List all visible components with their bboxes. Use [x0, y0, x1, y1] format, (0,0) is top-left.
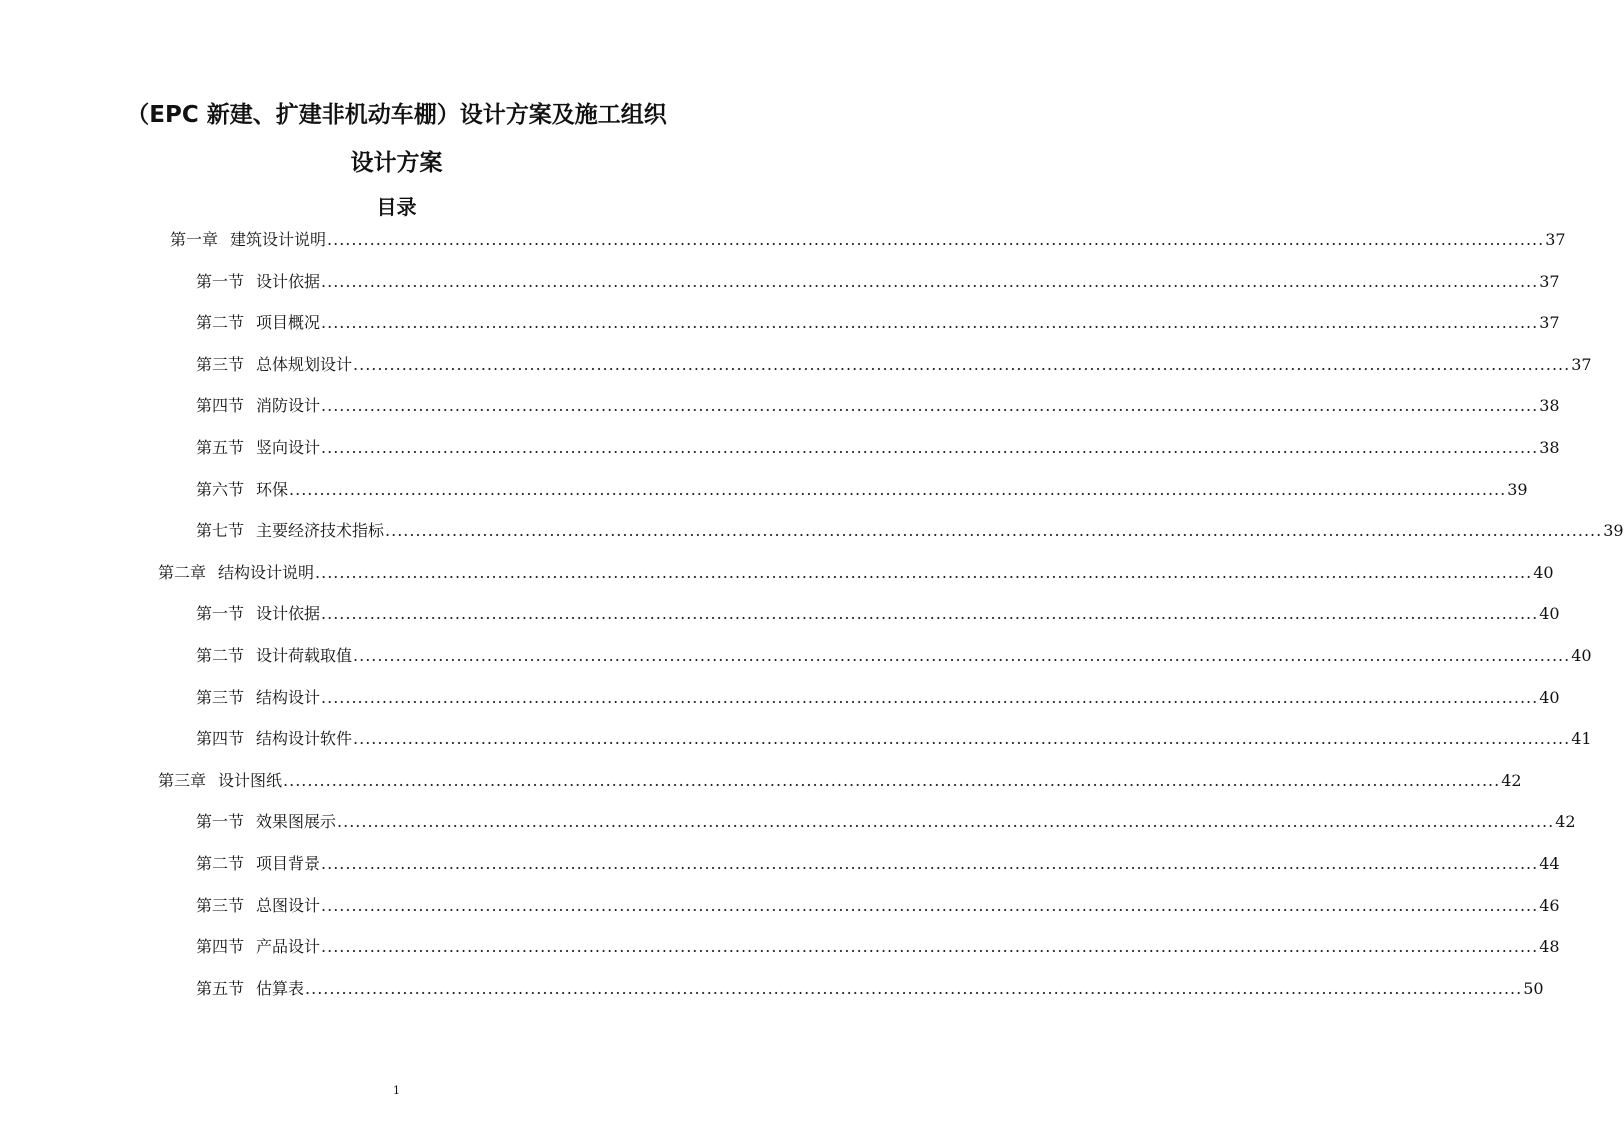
toc-entry-number: 第二节: [196, 854, 245, 873]
toc-entry-page: 40: [1539, 687, 1560, 707]
toc-dot-leader: ........................................................................................................................................................................................................: [321, 438, 1539, 457]
toc-section-entry[interactable]: [196, 976, 1544, 1006]
toc-section-entry[interactable]: [196, 518, 1624, 548]
toc-entry-page: 46: [1539, 895, 1560, 915]
toc-entry-page: 40: [1533, 562, 1554, 582]
toc-section-entry[interactable]: [196, 352, 1592, 382]
toc-section-entry[interactable]: [196, 934, 1560, 964]
toc-entry-title: 消防设计: [256, 396, 321, 416]
toc-entry-page: 48: [1539, 937, 1560, 957]
toc-entry-title: 项目概况: [256, 313, 321, 333]
toc-dot-leader: ........................................................................................................................................................................................................: [353, 646, 1571, 665]
toc-entry-title: 估算表: [256, 978, 305, 998]
toc-entry-number: 第一节: [196, 271, 245, 291]
toc-dot-leader: ........................................................................................................................................................................................................: [337, 812, 1555, 832]
toc-chapter-entry[interactable]: [170, 227, 1566, 257]
toc-dot-leader: ........................................................................................................................................................................................................: [289, 479, 1507, 499]
toc-entry-page: 38: [1539, 438, 1560, 457]
toc-dot-leader: ........................................................................................................................................................................................................: [353, 354, 1571, 374]
toc-entry-number: 第三节: [196, 354, 245, 374]
toc-dot-leader: ........................................................................................................................................................................................................: [321, 313, 1539, 333]
toc-entry-number: 第四节: [196, 937, 245, 957]
toc-dot-leader: ........................................................................................................................................................................................................: [305, 978, 1523, 998]
toc-entry-number: 第二节: [196, 313, 245, 333]
toc-entry-title: 效果图展示: [256, 812, 337, 832]
toc-section-entry[interactable]: [196, 477, 1528, 507]
toc-section-entry[interactable]: [196, 893, 1560, 923]
toc-entry-number: 第一节: [196, 812, 245, 832]
toc-entry-page: 41: [1571, 729, 1592, 749]
toc-entry-page: 37: [1539, 271, 1560, 291]
toc-entry-number: 第一节: [196, 604, 245, 624]
toc-entry-title: 设计图纸: [218, 770, 283, 790]
toc-dot-leader: ........................................................................................................................................................................................................: [327, 230, 1545, 249]
toc-dot-leader: ........................................................................................................................................................................................................: [385, 521, 1603, 541]
toc-section-entry[interactable]: [196, 726, 1592, 756]
document-title: （EPC 新建、扩建非机动车棚）设计方案及施工组织: [126, 102, 667, 128]
toc-entry-page: 39: [1507, 479, 1528, 499]
toc-dot-leader: ........................................................................................................................................................................................................: [283, 770, 1501, 790]
toc-entry-title: 结构设计: [256, 687, 321, 707]
toc-entry-title: 项目背景: [256, 854, 321, 873]
toc-entry-number: 第三节: [196, 687, 245, 707]
toc-chapter-entry[interactable]: [158, 560, 1554, 590]
toc-section-entry[interactable]: [196, 269, 1560, 299]
toc-heading: 目录: [376, 195, 417, 219]
toc-entry-page: 37: [1539, 313, 1560, 333]
toc-entry-title: 设计荷载取值: [256, 646, 353, 665]
toc-entry-title: 设计依据: [256, 604, 321, 624]
toc-dot-leader: ........................................................................................................................................................................................................: [321, 396, 1539, 416]
toc-dot-leader: ........................................................................................................................................................................................................: [321, 604, 1539, 624]
page-number: 1: [393, 1084, 400, 1097]
toc-section-entry[interactable]: [196, 393, 1560, 423]
toc-entry-title: 总体规划设计: [256, 354, 353, 374]
toc-entry-number: 第三节: [196, 895, 245, 915]
toc-section-entry[interactable]: [196, 310, 1560, 340]
toc-dot-leader: ........................................................................................................................................................................................................: [321, 895, 1539, 915]
toc-section-entry[interactable]: [196, 601, 1560, 631]
toc-entry-number: 第三章: [158, 770, 207, 790]
toc-dot-leader: ........................................................................................................................................................................................................: [315, 562, 1533, 582]
toc-entry-page: 37: [1571, 354, 1592, 374]
toc-entry-number: 第一章: [170, 230, 219, 249]
toc-entry-number: 第二节: [196, 646, 245, 665]
toc-entry-title: 设计依据: [256, 271, 321, 291]
toc-entry-page: 40: [1539, 604, 1560, 624]
toc-section-entry[interactable]: [196, 685, 1560, 715]
toc-entry-number: 第四节: [196, 729, 245, 749]
toc-entry-page: 42: [1501, 770, 1522, 790]
toc-dot-leader: ........................................................................................................................................................................................................: [353, 729, 1571, 749]
toc-entry-number: 第五节: [196, 978, 245, 998]
toc-dot-leader: ........................................................................................................................................................................................................: [321, 687, 1539, 707]
toc-entry-number: 第四节: [196, 396, 245, 416]
document-subtitle: 设计方案: [350, 150, 443, 176]
toc-dot-leader: ........................................................................................................................................................................................................: [321, 854, 1539, 873]
toc-entry-page: 39: [1603, 521, 1624, 541]
toc-entry-title: 建筑设计说明: [230, 230, 327, 249]
toc-entry-number: 第七节: [196, 521, 245, 541]
toc-entry-page: 38: [1539, 396, 1560, 416]
toc-entry-number: 第五节: [196, 438, 245, 457]
toc-entry-title: 总图设计: [256, 895, 321, 915]
toc-dot-leader: ........................................................................................................................................................................................................: [321, 937, 1539, 957]
toc-entry-title: 结构设计软件: [256, 729, 353, 749]
toc-entry-title: 竖向设计: [256, 438, 321, 457]
toc-section-entry[interactable]: [196, 643, 1592, 673]
toc-entry-title: 环保: [256, 479, 289, 499]
toc-entry-number: 第六节: [196, 479, 245, 499]
toc-entry-title: 结构设计说明: [218, 562, 315, 582]
toc-section-entry[interactable]: [196, 809, 1576, 839]
toc-entry-page: 42: [1555, 812, 1576, 832]
toc-entry-number: 第二章: [158, 562, 207, 582]
toc-entry-page: 40: [1571, 646, 1592, 665]
toc-chapter-entry[interactable]: [158, 768, 1522, 798]
toc-entry-page: 37: [1545, 230, 1566, 249]
toc-dot-leader: ........................................................................................................................................................................................................: [321, 271, 1539, 291]
toc-section-entry[interactable]: [196, 435, 1560, 465]
toc-section-entry[interactable]: [196, 851, 1560, 881]
toc-entry-page: 44: [1539, 854, 1560, 873]
toc-entry-title: 产品设计: [256, 937, 321, 957]
toc-entry-page: 50: [1523, 978, 1544, 998]
toc-entry-title: 主要经济技术指标: [256, 521, 385, 541]
